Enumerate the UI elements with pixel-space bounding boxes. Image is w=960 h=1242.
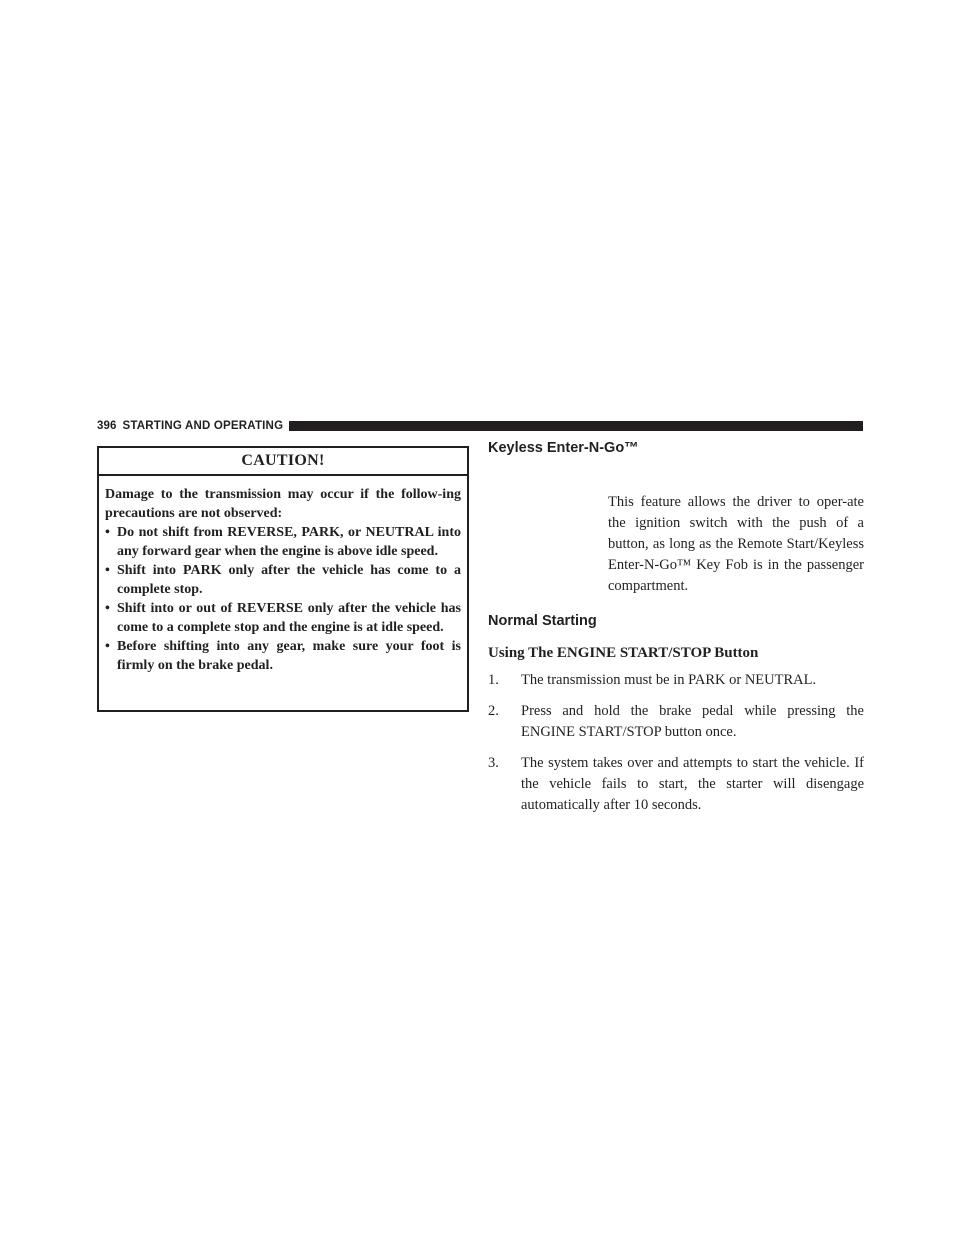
page-number: 396 bbox=[97, 420, 117, 432]
caution-title: CAUTION! bbox=[99, 448, 467, 476]
bullet-icon: • bbox=[105, 601, 110, 616]
keyless-heading: Keyless Enter-N-Go™ bbox=[488, 440, 639, 456]
step-number: 2. bbox=[488, 703, 499, 719]
list-item bbox=[488, 753, 864, 816]
caution-body bbox=[99, 476, 467, 675]
caution-item bbox=[105, 561, 461, 599]
keyless-intro: This feature allows the driver to oper-ate the ignition switch with the push of a button, as long as the Remote Start/Keyless Enter-N-Go™ Key Fob is in the passenger compartment. bbox=[608, 494, 864, 594]
bullet-icon: • bbox=[105, 525, 110, 540]
caution-intro: Damage to the transmission may occur if the follow-ing precautions are not observed: bbox=[105, 487, 461, 521]
engine-button-subheading: Using The ENGINE START/STOP Button bbox=[488, 645, 759, 661]
step-number: 1. bbox=[488, 672, 499, 688]
caution-item-text: Shift into or out of REVERSE only after the vehicle has come to a complete stop and the engine is at idle speed. bbox=[117, 601, 461, 635]
caution-item-text: Before shifting into any gear, make sure your foot is firmly on the brake pedal. bbox=[117, 639, 461, 673]
caution-box bbox=[97, 446, 469, 712]
normal-starting-section bbox=[488, 613, 597, 629]
normal-starting-heading: Normal Starting bbox=[488, 613, 597, 629]
caution-item bbox=[105, 523, 461, 561]
list-item bbox=[488, 670, 864, 691]
step-text: The system takes over and attempts to start the vehicle. If the vehicle fails to start, the starter will disengage automatically after 10 seconds. bbox=[521, 755, 864, 813]
header-rule bbox=[289, 421, 863, 431]
starting-steps bbox=[488, 670, 864, 826]
right-column bbox=[488, 440, 864, 813]
list-item bbox=[488, 701, 864, 743]
bullet-icon: • bbox=[105, 563, 110, 578]
caution-item-text: Shift into PARK only after the vehicle has come to a complete stop. bbox=[117, 563, 461, 597]
caution-item bbox=[105, 599, 461, 637]
step-number: 3. bbox=[488, 755, 499, 771]
step-text: Press and hold the brake pedal while pressing the ENGINE START/STOP button once. bbox=[521, 703, 864, 740]
caution-item-text: Do not shift from REVERSE, PARK, or NEUTRAL into any forward gear when the engine is above idle speed. bbox=[117, 525, 461, 559]
section-title: STARTING AND OPERATING bbox=[122, 420, 284, 432]
caution-list bbox=[105, 523, 461, 675]
page-header bbox=[97, 419, 863, 433]
bullet-icon: • bbox=[105, 639, 110, 654]
caution-item bbox=[105, 637, 461, 675]
step-text: The transmission must be in PARK or NEUTRAL. bbox=[521, 672, 817, 688]
